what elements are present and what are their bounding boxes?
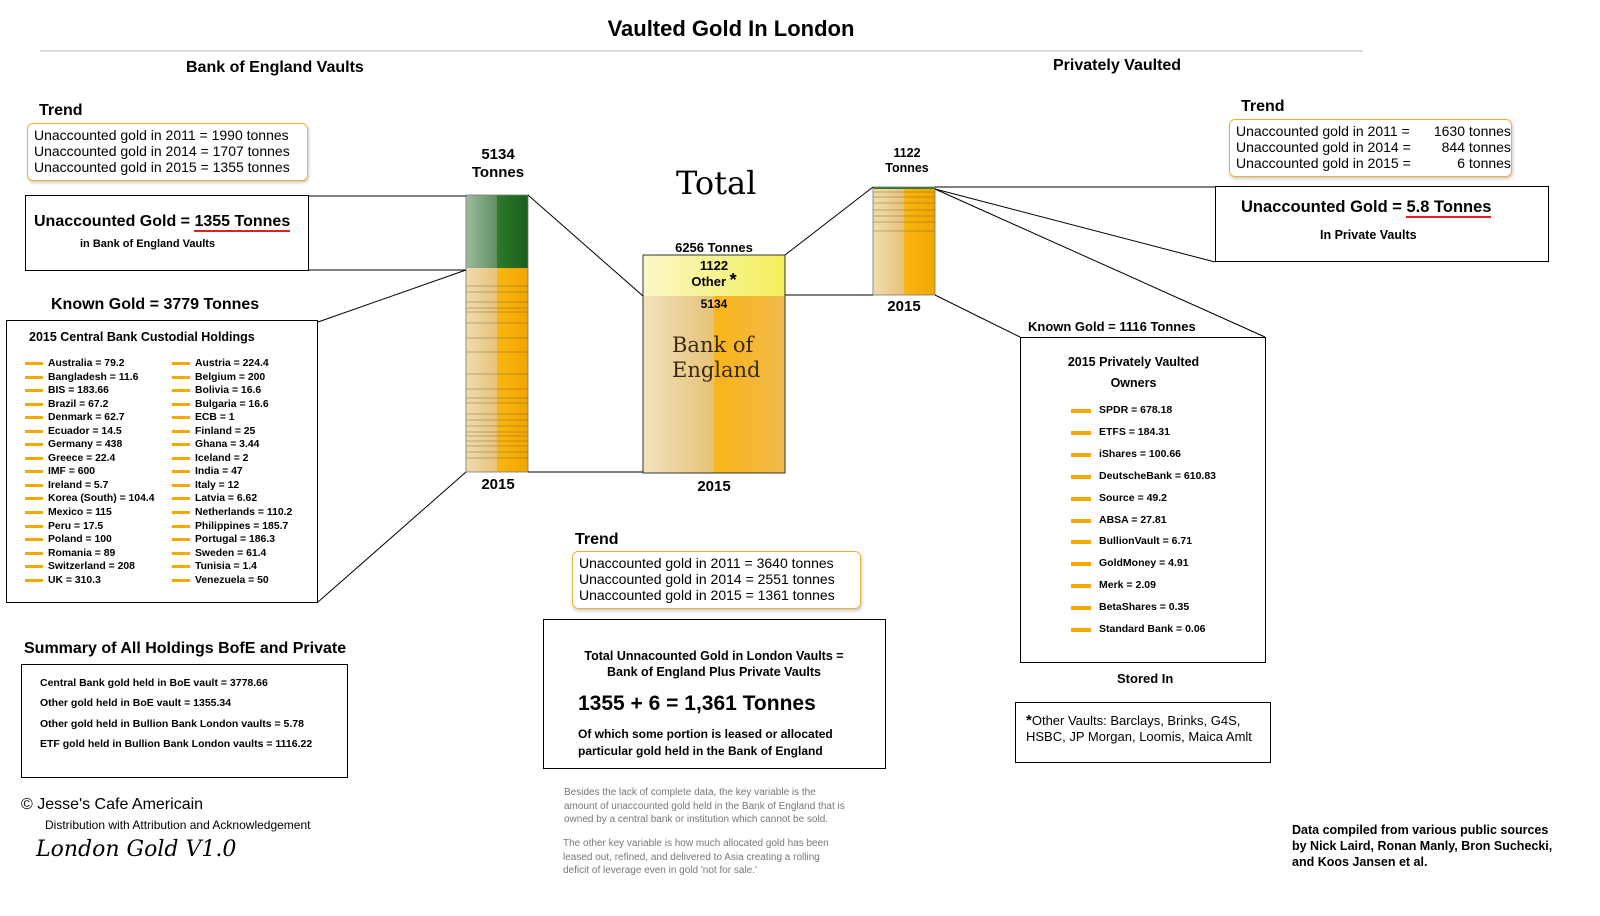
credits-version: London Gold V1.0 <box>36 837 237 862</box>
total-equation: 1355 + 6 = 1,361 Tonnes <box>578 692 816 715</box>
holding-item: Latvia = 6.62 <box>172 492 292 506</box>
total-other-label <box>643 258 785 289</box>
holding-item: Ireland = 5.7 <box>25 479 155 493</box>
credits-author-line <box>21 796 203 814</box>
total-boe-label <box>672 333 761 383</box>
holding-item: Bulgaria = 16.6 <box>172 398 292 412</box>
private-unaccounted-heading <box>1241 198 1491 217</box>
summary-all-line: Other gold held in BoE vault = 1355.34 <box>40 697 232 709</box>
private-owners-title-line: 2015 Privately Vaulted <box>1067 355 1200 369</box>
holding-item: Ghana = 3.44 <box>172 438 292 452</box>
other-vaults-box <box>1015 702 1271 763</box>
private-owners-list <box>1071 400 1216 641</box>
data-sources-line: by Nick Laird, Ronan Manly, Bron Suchecki, <box>1292 839 1553 853</box>
boe-unaccounted-value: 1355 Tonnes <box>194 213 291 230</box>
other-vaults-line: HSBC, JP Morgan, Loomis, Maica Amlt <box>1026 729 1252 744</box>
summary-all-box <box>21 664 348 778</box>
summary-all-line: ETF gold held in Bullion Bank London vaults = 1116.22 <box>40 738 313 750</box>
holding-item: Tunisia = 1.4 <box>172 560 292 574</box>
private-owners-title-line: Owners <box>1110 376 1157 390</box>
holding-item: Sweden = 61.4 <box>172 547 292 561</box>
boe-trend-line: Unaccounted gold in 2015 = 1355 tonnes <box>34 159 290 175</box>
summary-all-title: Summary of All Holdings BofE and Private <box>24 640 347 657</box>
owner-item: DeutscheBank = 610.83 <box>1071 466 1216 488</box>
total-tonnes: 6256 Tonnes <box>675 240 753 255</box>
owner-item: Standard Bank = 0.06 <box>1071 619 1216 641</box>
boe-unaccounted-prefix: Unaccounted Gold = <box>34 213 195 230</box>
private-trend-box <box>1229 119 1512 177</box>
total-other-value: 1122 <box>699 258 729 273</box>
middle-trend-line: Unaccounted gold in 2011 = 3640 tonnes <box>579 555 834 571</box>
note-paragraph-2 <box>563 837 829 878</box>
holding-item: Peru = 17.5 <box>25 520 155 534</box>
copyright-icon: © <box>21 796 33 813</box>
total-note-line: Of which some portion is leased or allocated <box>578 727 833 741</box>
holding-item: BIS = 183.66 <box>25 384 155 398</box>
holding-item: Iceland = 2 <box>172 452 292 466</box>
owner-item: BetaShares = 0.35 <box>1071 597 1216 619</box>
boe-trend-line: Unaccounted gold in 2011 = 1990 tonnes <box>34 127 289 143</box>
boe-trend-label: Trend <box>39 102 83 119</box>
total-unaccounted-box <box>543 619 886 769</box>
private-bar-unit: Tonnes <box>885 161 929 175</box>
owner-item: iShares = 100.66 <box>1071 444 1216 466</box>
holding-item: Bangladesh = 11.6 <box>25 371 155 385</box>
total-unaccounted-note <box>578 726 833 760</box>
holding-item: Belgium = 200 <box>172 371 292 385</box>
holding-item: IMF = 600 <box>25 465 155 479</box>
stored-in-label: Stored In <box>1117 671 1174 686</box>
holding-item: Australia = 79.2 <box>25 357 155 371</box>
owner-item: Source = 49.2 <box>1071 488 1216 510</box>
middle-trend-label: Trend <box>575 531 619 548</box>
private-owners-panel <box>1020 337 1266 663</box>
boe-unaccounted-box <box>25 195 309 271</box>
boe-bar-unit: Tonnes <box>471 164 525 181</box>
middle-trend-line: Unaccounted gold in 2014 = 2551 tonnes <box>579 571 835 587</box>
boe-bar-known-segment <box>466 268 528 472</box>
boe-bar-unaccounted-segment <box>466 195 528 268</box>
boe-known-gold: Known Gold = 3779 Tonnes <box>51 296 260 313</box>
note-line: Besides the lack of complete data, the key variable is the <box>564 787 816 798</box>
asterisk-icon: * <box>729 270 737 290</box>
boe-holdings-right-list <box>172 357 292 587</box>
holding-item: Romania = 89 <box>25 547 155 561</box>
owner-item: ABSA = 27.81 <box>1071 510 1216 532</box>
boe-bar-label <box>468 146 528 182</box>
total-note-line: particular gold held in the Bank of England <box>578 744 823 758</box>
credits-distribution: Distribution with Attribution and Acknowledgement <box>45 818 311 832</box>
holding-item: Ecuador = 14.5 <box>25 425 155 439</box>
page-title: Vaulted Gold In London <box>607 16 855 41</box>
owner-item: ETFS = 184.31 <box>1071 422 1216 444</box>
holding-item: Italy = 12 <box>172 479 292 493</box>
boe-holdings-title: 2015 Central Bank Custodial Holdings <box>29 330 255 344</box>
private-unaccounted-prefix: Unaccounted Gold = <box>1241 198 1407 216</box>
owner-item: SPDR = 678.18 <box>1071 400 1216 422</box>
owner-item: Merk = 2.09 <box>1071 575 1216 597</box>
total-unaccounted-line: Total Unnacounted Gold in London Vaults = <box>584 649 844 663</box>
total-year: 2015 <box>697 478 731 495</box>
holding-item: Denmark = 62.7 <box>25 411 155 425</box>
data-sources-line: and Koos Jansen et al. <box>1292 855 1428 869</box>
boe-unaccounted-sub: in Bank of England Vaults <box>80 238 216 250</box>
total-unaccounted-line: Bank of England Plus Private Vaults <box>607 665 821 679</box>
note-line: deficit of leverage even in gold 'not for sale.' <box>563 865 757 876</box>
holding-item: ECB = 1 <box>172 411 292 425</box>
private-unaccounted-sub: In Private Vaults <box>1320 228 1417 242</box>
private-trend-line: Unaccounted gold in 2015 = 6 tonnes <box>1236 155 1511 171</box>
holding-item: Bolivia = 16.6 <box>172 384 292 398</box>
private-bar <box>873 187 935 295</box>
holding-item: Greece = 22.4 <box>25 452 155 466</box>
total-bar-boe-segment <box>643 296 785 473</box>
boe-unaccounted-heading <box>34 213 290 231</box>
holding-item: Austria = 224.4 <box>172 357 292 371</box>
boe-holdings-left-list <box>25 357 155 587</box>
holding-item: Philippines = 185.7 <box>172 520 292 534</box>
data-sources <box>1292 822 1552 870</box>
boe-holdings-panel <box>6 320 318 603</box>
private-unaccounted-box <box>1215 186 1549 262</box>
total-boe-label-line: England <box>672 358 761 382</box>
holding-item: Finland = 25 <box>172 425 292 439</box>
total-unaccounted-heading <box>544 648 884 680</box>
boe-section-title: Bank of England Vaults <box>186 59 364 76</box>
owner-item: GoldMoney = 4.91 <box>1071 553 1216 575</box>
total-boe-value: 5134 <box>700 297 728 311</box>
private-bar-year: 2015 <box>887 298 921 315</box>
holding-item: Korea (South) = 104.4 <box>25 492 155 506</box>
private-unaccounted-value: 5.8 Tonnes <box>1406 198 1492 216</box>
holding-item: Switzerland = 208 <box>25 560 155 574</box>
holding-item: Mexico = 115 <box>25 506 155 520</box>
private-trend-line: Unaccounted gold in 2011 =1630 tonnes <box>1236 123 1511 139</box>
owner-item: BullionVault = 6.71 <box>1071 531 1216 553</box>
total-other-text: Other <box>691 274 727 289</box>
holding-item: Germany = 438 <box>25 438 155 452</box>
holding-item: UK = 310.3 <box>25 574 155 588</box>
credits-author: Jesse's Cafe Americain <box>37 796 204 813</box>
note-line: The other key variable is how much allocated gold has been <box>563 838 829 849</box>
holding-item: India = 47 <box>172 465 292 479</box>
total-boe-label-line: Bank of <box>672 333 754 357</box>
private-trend-label: Trend <box>1241 98 1285 115</box>
boe-trend-box <box>27 123 308 181</box>
boe-bar <box>466 195 528 472</box>
private-bar-label <box>876 146 938 176</box>
middle-trend-box <box>572 551 861 609</box>
summary-all-line: Central Bank gold held in BoE vault = 3778.66 <box>40 677 268 689</box>
note-paragraph-1 <box>564 786 845 827</box>
summary-all-line: Other gold held in Bullion Bank London vaults = 5.78 <box>40 718 304 730</box>
private-section-title: Privately Vaulted <box>1053 57 1182 74</box>
private-owners-title <box>1061 352 1206 394</box>
other-vaults-line: Other Vaults: Barclays, Brinks, G4S, <box>1031 713 1241 728</box>
holding-item: Brazil = 67.2 <box>25 398 155 412</box>
boe-trend-line: Unaccounted gold in 2014 = 1707 tonnes <box>34 143 290 159</box>
note-line: leased out, refined, and delivered to Asia creating a rolling <box>563 851 820 863</box>
holding-item: Poland = 100 <box>25 533 155 547</box>
middle-trend-line: Unaccounted gold in 2015 = 1361 tonnes <box>579 587 835 603</box>
note-line: amount of unaccounted gold held in the Bank of England that is <box>564 800 845 812</box>
holding-item: Netherlands = 110.2 <box>172 506 292 520</box>
total-label: Total <box>676 164 757 202</box>
boe-bar-year: 2015 <box>481 476 515 493</box>
asterisk-icon: * <box>1026 712 1032 729</box>
private-known-gold: Known Gold = 1116 Tonnes <box>1028 319 1196 334</box>
other-vaults-text <box>1026 713 1252 745</box>
holding-item: Venezuela = 50 <box>172 574 292 588</box>
holding-item: Portugal = 186.3 <box>172 533 292 547</box>
data-sources-line: Data compiled from various public sources <box>1292 823 1549 837</box>
note-line: owned by a central bank or institution which cannot be sold. <box>564 814 829 825</box>
private-trend-line: Unaccounted gold in 2014 =844 tonnes <box>1236 139 1511 155</box>
boe-bar-value: 5134 <box>481 146 515 163</box>
private-bar-value: 1122 <box>893 146 921 160</box>
